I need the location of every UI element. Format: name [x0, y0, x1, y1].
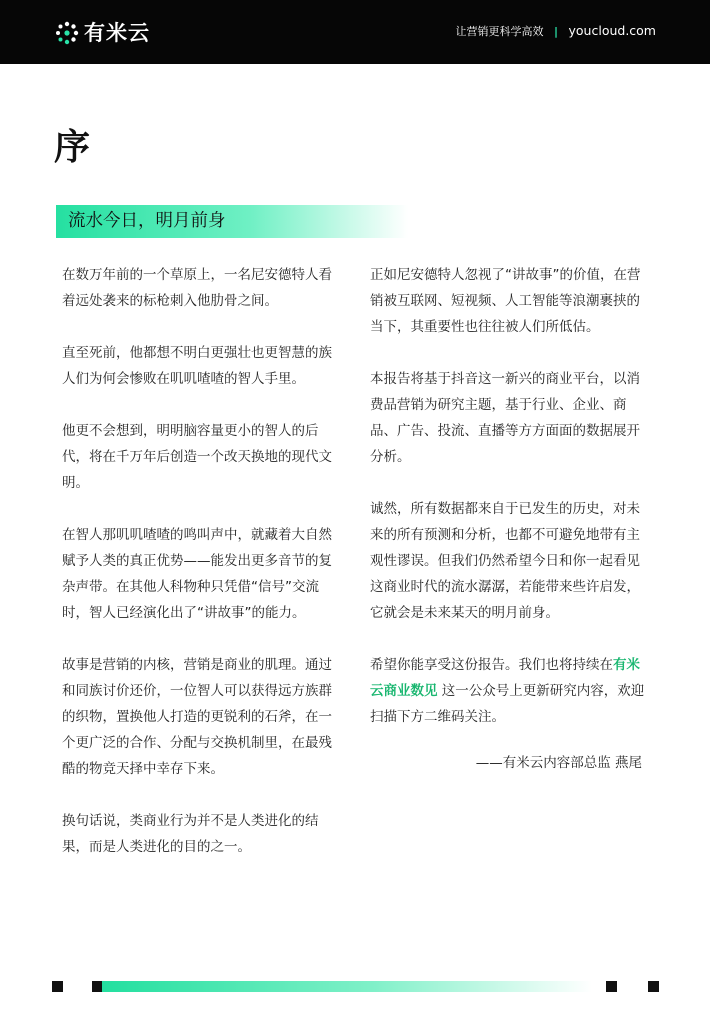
- paragraph: 在数万年前的一个草原上，一名尼安德特人看着远处袭来的标枪刺入他肋骨之间。: [62, 267, 332, 309]
- page-title: 序: [54, 127, 91, 168]
- footer-square-icon: [648, 981, 659, 992]
- paragraph: 换句话说，类商业行为并不是人类进化的结果，而是人类进化的目的之一。: [62, 813, 319, 855]
- footer-square-icon: [606, 981, 617, 992]
- closing-text-end: 这一公众号上更新研究内容，欢迎扫描下方二维码关注。: [370, 683, 645, 725]
- paragraph: 在智人那叽叽喳喳的鸣叫声中，就藏着大自然赋予人类的真正优势——能发出更多音节的复杂声带。在其他人科物种只凭借“信号”交流时，智人已经演化出了“讲故事”的能力。: [62, 527, 332, 621]
- sparkle-dots-logo-icon: [54, 20, 80, 46]
- footer-decoration: [0, 978, 710, 998]
- paragraph: 正如尼安德特人忽视了“讲故事”的价值，在营销被互联网、短视频、人工智能等浪潮裹挟的当下，其重要性也往往被人们所低估。: [370, 267, 641, 335]
- header-bar: [0, 0, 710, 64]
- paragraph: 诚然，所有数据都来自于已发生的历史，对未来的所有预测和分析，也都不可避免地带有主观性谬误。但我们仍然希望今日和你一起看见这商业时代的流水潺潺，若能带来些许启发，它就会是未来某天的明月前身。: [370, 501, 640, 621]
- brand-name: 有米云: [84, 21, 150, 45]
- wechat-account-name: 有米云商业数见: [370, 657, 640, 699]
- section-heading-banner: [56, 205, 408, 238]
- slogan-text: 让营销更科学高效: [455, 25, 544, 38]
- section-heading: 流水今日，明月前身: [68, 211, 226, 231]
- footer-square-icon: [52, 981, 63, 992]
- right-text-column: [370, 262, 650, 776]
- domain-link[interactable]: youcloud.com: [568, 23, 656, 38]
- closing-paragraph: [370, 652, 650, 730]
- signature: ——有米云内容部总监 燕尾: [475, 755, 642, 771]
- header-separator: |: [553, 25, 558, 38]
- closing-text-start: 希望你能享受这份报告。我们也将持续在: [370, 657, 613, 673]
- paragraph: 故事是营销的内核，营销是商业的肌理。通过和同族讨价还价，一位智人可以获得远方族群的织物，置换他人打造的更锐利的石斧，在一个更广泛的合作、分配与交换机制里，在最残酷的物竞天择中幸存下来。: [62, 657, 332, 777]
- left-text-column: [62, 262, 342, 886]
- header-tagline: [455, 22, 656, 41]
- paragraph: 他更不会想到，明明脑容量更小的智人的后代，将在千万年后创造一个改天换地的现代文明。: [62, 423, 332, 491]
- paragraph: 直至死前，他都想不明白更强壮也更智慧的族人们为何会惨败在叽叽喳喳的智人手里。: [62, 345, 332, 387]
- footer-gradient-bar: [102, 981, 592, 992]
- paragraph: 本报告将基于抖音这一新兴的商业平台，以消费品营销为研究主题，基于行业、企业、商品、广告、投流、直播等方方面面的数据展开分析。: [370, 371, 640, 465]
